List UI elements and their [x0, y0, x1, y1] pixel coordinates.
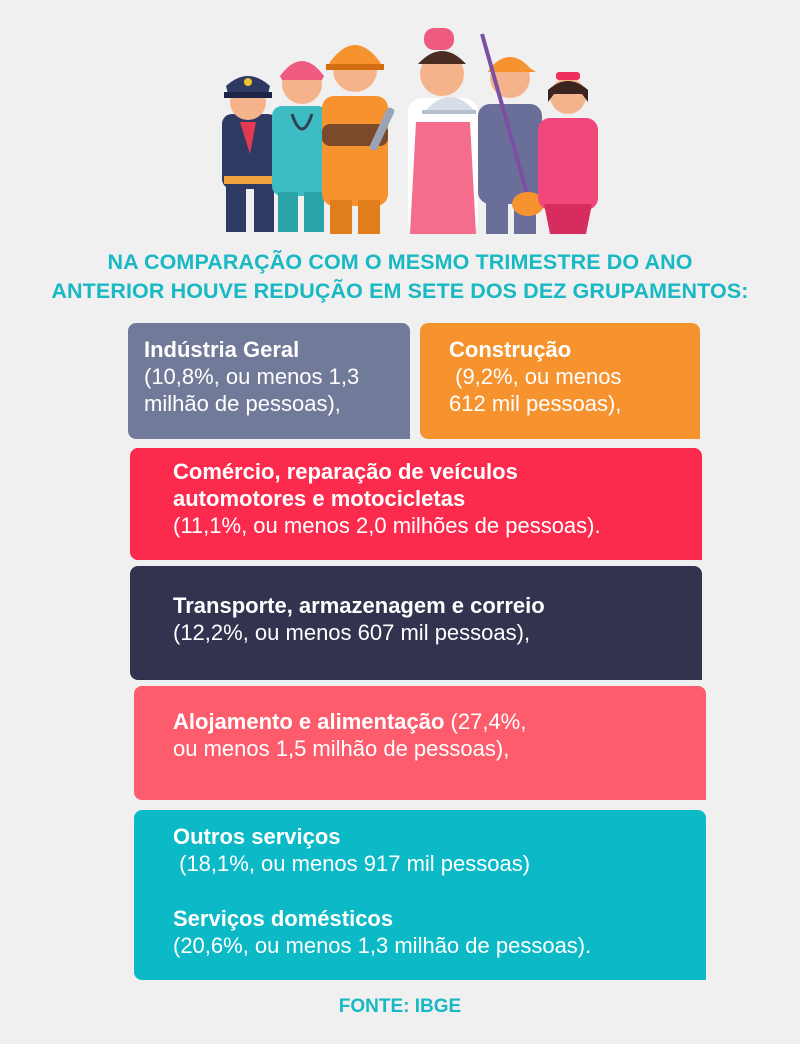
card-title: Indústria Geral	[144, 337, 300, 362]
card-title: Construção	[449, 337, 572, 362]
headline-line-2: ANTERIOR HOUVE REDUÇÃO EM SETE DOS DEZ GRUPAMENTOS:	[51, 279, 749, 303]
card-industria-geral	[128, 323, 410, 439]
card-title: automotores e motocicletas	[173, 486, 466, 511]
workers-group-illustration	[210, 14, 605, 234]
card-text: (12,2%, ou menos 607 mil pessoas),	[173, 620, 531, 645]
builder-figure	[322, 45, 395, 234]
flight-attendant-figure	[538, 72, 598, 234]
police-officer-figure	[222, 76, 278, 232]
card-alojamento	[134, 686, 706, 800]
card-title: Alojamento e alimentação	[173, 709, 445, 734]
card-text: (11,1%, ou menos 2,0 milhões de pessoas).	[173, 513, 601, 538]
card-title: Transporte, armazenagem e correio	[173, 593, 545, 618]
card-text: 612 mil pessoas),	[449, 391, 622, 416]
chef-figure	[408, 28, 478, 234]
headline	[0, 248, 800, 306]
card-comercio	[130, 448, 702, 560]
card-title: Serviços domésticos	[173, 906, 394, 931]
card-text: (18,1%, ou menos 917 mil pessoas)	[173, 851, 531, 876]
card-text: (9,2%, ou menos	[449, 364, 622, 389]
card-title: Outros serviços	[173, 824, 341, 849]
card-text: milhão de pessoas),	[144, 391, 341, 416]
source-label: FONTE: IBGE	[338, 996, 462, 1017]
card-outros-servicos	[134, 810, 706, 980]
headline-line-1: NA COMPARAÇÃO COM O MESMO TRIMESTRE DO ANO	[107, 250, 693, 274]
card-construcao	[420, 323, 700, 439]
nurse-figure	[272, 61, 328, 232]
card-text: (20,6%, ou menos 1,3 milhão de pessoas).	[173, 933, 592, 958]
cleaner-figure	[478, 34, 544, 234]
card-text: ou menos 1,5 milhão de pessoas),	[173, 736, 510, 761]
card-text: (10,8%, ou menos 1,3	[144, 364, 360, 389]
card-transporte	[130, 566, 702, 680]
card-title: Comércio, reparação de veículos	[173, 459, 518, 484]
card-text: (27,4%,	[444, 709, 527, 734]
